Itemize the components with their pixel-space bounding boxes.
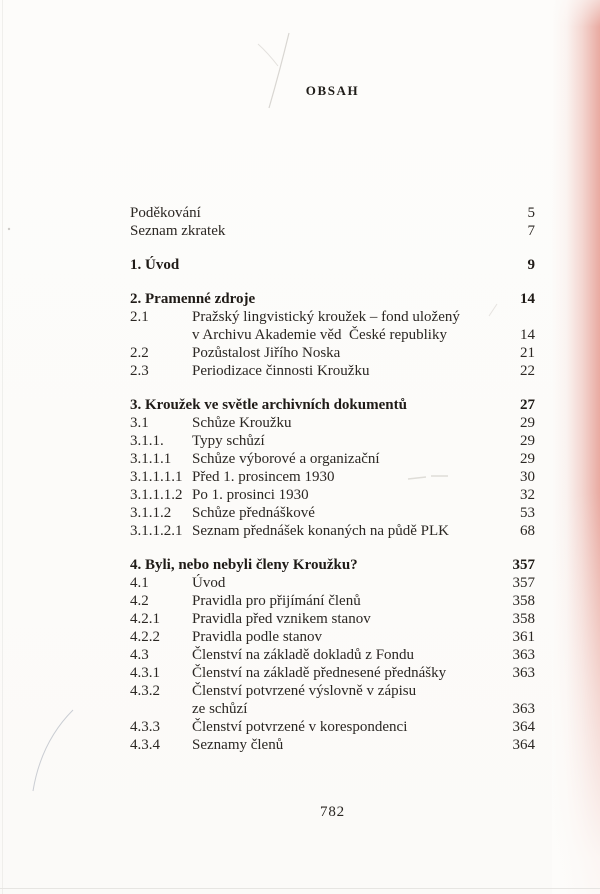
folio-page-number: 782 [320,804,345,820]
toc-entry-page: 363 [512,665,535,681]
toc-entry-label: 3. Kroužek ve světle archivních dokumentů [130,397,407,413]
toc-row [130,556,535,574]
toc-entry-label: Periodizace činnosti Kroužku [192,363,370,379]
toc-row [130,700,535,718]
toc-row [130,718,535,736]
toc-entry-number: 4.2 [130,593,149,609]
toc-entry-number: 4.3 [130,647,149,663]
toc-entry-page: 29 [520,451,535,467]
toc-entry-label: 2. Pramenné zdroje [130,291,256,307]
toc-entry-number: 4.3.2 [130,683,160,699]
toc-entry-number: 3.1.1.2.1 [130,523,183,539]
toc-entry-number: 4.3.3 [130,719,160,735]
toc-entry-page: 30 [520,469,535,485]
toc-entry-page: 27 [520,397,535,413]
toc-row [130,344,535,362]
toc-entry-number: 4.2.1 [130,611,160,627]
toc-entry-label: v Archivu Akademie věd České republiky [192,327,447,343]
toc-entry-number: 3.1.1.2 [130,505,172,521]
toc-row [130,326,535,344]
toc-entry-page: 53 [520,505,535,521]
toc-row [130,450,535,468]
toc-entry-page: 364 [512,719,535,735]
toc-entry-label: Před 1. prosincem 1930 [192,469,335,485]
toc-entry-page: 358 [512,611,535,627]
toc-row [130,414,535,432]
toc-entry-label: Schůze přednáškové [192,505,315,521]
toc-entry-page: 29 [520,415,535,431]
toc-entry-number: 3.1.1.1 [130,451,172,467]
toc-row [130,682,535,700]
toc-entry-page: 363 [512,701,535,717]
toc-row [130,664,535,682]
toc-section [130,204,535,240]
toc-entry-number: 4.1 [130,575,149,591]
toc-row [130,432,535,450]
toc-entry-page: 22 [520,363,535,379]
toc-entry-label: Pravidla pro přijímání členů [192,593,361,609]
toc-entry-label: 1. Úvod [130,257,180,273]
toc-section [130,556,535,754]
toc-entry-label: Pozůstalost Jiřího Noska [192,345,341,361]
book-edge-fade [552,0,600,894]
toc-row [130,610,535,628]
toc-row [130,396,535,414]
toc-entry-page: 357 [512,575,535,591]
toc-entry-page: 32 [520,487,535,503]
toc-section [130,396,535,540]
toc-entry-page: 364 [512,737,535,753]
toc-entry-label: 4. Byli, nebo nebyli členy Kroužku? [130,557,358,573]
toc-entry-label: Pravidla před vznikem stanov [192,611,371,627]
toc-row [130,222,535,240]
toc-entry-page: 21 [520,345,535,361]
toc-entry-page: 357 [512,557,535,573]
toc-entry-label: Členství potvrzené v korespondenci [192,719,408,735]
toc-entry-label: Seznam přednášek konaných na půdě PLK [192,523,450,539]
toc-entry-page: 9 [527,257,535,273]
toc-entry-number: 3.1.1.1.1 [130,469,183,485]
toc-row [130,204,535,222]
toc-entry-page: 14 [520,291,535,307]
toc-entry-label: Schůze Kroužku [192,415,292,431]
toc-row [130,468,535,486]
toc-entry-page: 7 [527,223,535,239]
toc-entry-number: 2.2 [130,345,149,361]
toc-entry-label: Poděkování [130,205,201,221]
toc-row [130,646,535,664]
scan-edge-left [2,0,3,894]
toc-row [130,504,535,522]
toc-entry-page: 363 [512,647,535,663]
toc-entry-page: 5 [527,205,535,221]
toc-entry-page: 68 [520,523,535,539]
toc-entry-label: Typy schůzí [192,433,265,449]
table-of-contents [130,204,535,770]
toc-entry-page: 358 [512,593,535,609]
toc-entry-number: 4.3.1 [130,665,160,681]
page-title: OBSAH [305,83,360,98]
toc-section [130,290,535,380]
toc-entry-number: 4.2.2 [130,629,160,645]
toc-row [130,574,535,592]
toc-row [130,308,535,326]
toc-entry-page: 361 [512,629,535,645]
toc-entry-page: 29 [520,433,535,449]
toc-row [130,486,535,504]
toc-entry-page: 14 [520,327,535,343]
toc-entry-number: 2.3 [130,363,149,379]
toc-entry-label: Členství potvrzené výslovně v zápisu [192,683,417,699]
toc-row [130,256,535,274]
toc-entry-label: Pravidla podle stanov [192,629,322,645]
toc-entry-label: Členství na základě dokladů z Fondu [192,647,415,663]
toc-row [130,362,535,380]
toc-entry-label: Seznamy členů [192,737,284,753]
toc-entry-label: Pražský lingvistický kroužek – fond uložený [192,309,460,325]
toc-row [130,736,535,754]
toc-row [130,628,535,646]
toc-row [130,290,535,308]
toc-entry-label: Seznam zkratek [130,223,226,239]
toc-row [130,522,535,540]
toc-entry-number: 2.1 [130,309,149,325]
toc-entry-label: ze schůzí [192,701,248,717]
toc-entry-label: Úvod [192,575,226,591]
toc-entry-label: Schůze výborové a organizační [192,451,380,467]
toc-entry-number: 3.1.1.1.2 [130,487,183,503]
toc-section [130,256,535,274]
scan-edge-bottom [0,888,600,889]
toc-entry-number: 3.1.1. [130,433,164,449]
toc-entry-label: Po 1. prosinci 1930 [192,487,309,503]
toc-entry-number: 3.1 [130,415,149,431]
toc-row [130,592,535,610]
toc-entry-label: Členství na základě přednesené přednášky [192,665,447,681]
toc-entry-number: 4.3.4 [130,737,160,753]
